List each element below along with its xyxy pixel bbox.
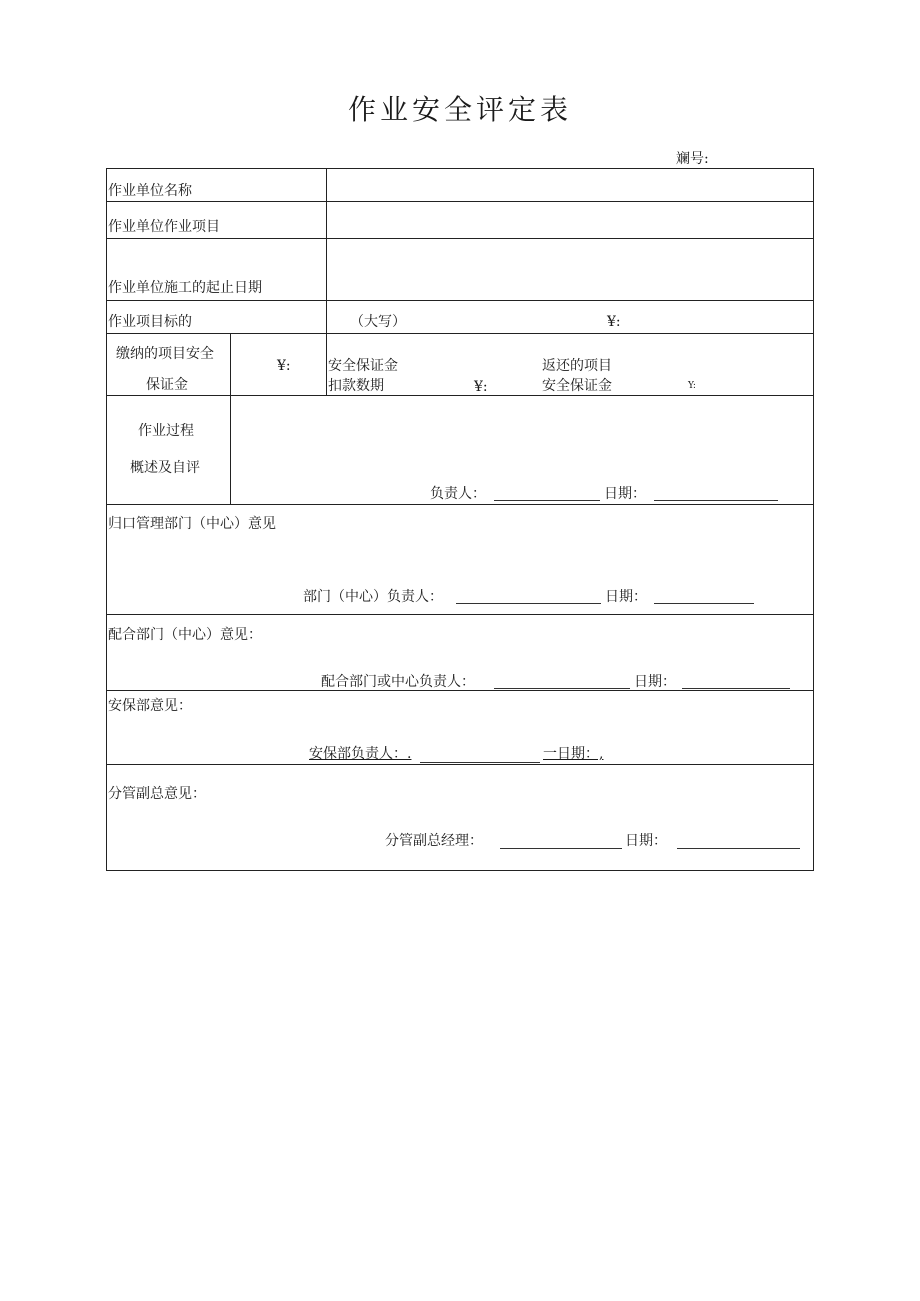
security-person-line[interactable] xyxy=(420,762,540,763)
dept-date-label: 日期： xyxy=(605,589,647,605)
coop-date-label: 日期： xyxy=(634,674,676,690)
row-divider xyxy=(106,764,814,765)
dept-date-line[interactable] xyxy=(654,603,754,604)
process-label-line1: 作业过程 xyxy=(138,423,194,439)
deduct-yen-label: ¥: xyxy=(474,379,488,395)
vp-date-label: 日期： xyxy=(625,833,667,849)
vp-date-line[interactable] xyxy=(677,848,800,849)
process-date-label: 日期： xyxy=(604,486,646,502)
bid-capital-label: （大写） xyxy=(350,314,406,330)
work-project-label: 作业单位作业项目 xyxy=(108,219,220,235)
security-person-label: 安保部负责人：. xyxy=(309,746,412,762)
coop-date-line[interactable] xyxy=(682,688,790,689)
process-person-line[interactable] xyxy=(494,500,600,501)
vp-opinion-label: 分管副总意见： xyxy=(108,786,206,802)
dept-opinion-field[interactable] xyxy=(107,535,812,585)
deposit-label-line2: 保证金 xyxy=(146,377,188,393)
deduct-label-line1: 安全保证金 xyxy=(328,358,398,374)
process-date-line[interactable] xyxy=(654,500,778,501)
serial-number-label: 斓号: xyxy=(676,151,709,167)
return-label-line2: 安全保证金 xyxy=(542,378,612,394)
security-opinion-field[interactable] xyxy=(107,717,812,743)
unit-name-field[interactable] xyxy=(327,169,812,201)
coop-person-line[interactable] xyxy=(494,688,630,689)
coop-opinion-field[interactable] xyxy=(107,646,812,671)
form-title: 作业安全评定表 xyxy=(347,93,572,126)
return-label-line1: 返还的项目 xyxy=(542,358,612,374)
coop-person-label: 配合部门或中心负责人： xyxy=(321,674,475,690)
vp-person-line[interactable] xyxy=(500,848,622,849)
deposit-yen-label: ¥: xyxy=(277,358,291,374)
security-date-label: 一日期：, xyxy=(543,746,604,762)
deduct-label-line2: 扣款数期 xyxy=(328,378,384,394)
security-opinion-label: 安保部意见： xyxy=(108,698,192,714)
vp-person-label: 分管副总经理： xyxy=(385,833,483,849)
process-person-label: 负责人： xyxy=(430,486,486,502)
row-divider xyxy=(106,504,814,505)
work-project-field[interactable] xyxy=(327,202,812,238)
deposit-label-line1: 缴纳的项目安全 xyxy=(116,346,214,362)
row-divider xyxy=(106,614,814,615)
unit-name-label: 作业单位名称 xyxy=(108,183,192,199)
return-yen-label: Y: xyxy=(688,381,696,391)
project-bid-label: 作业项目标的 xyxy=(108,314,192,330)
construction-dates-label: 作业单位施工的起止日期 xyxy=(108,280,262,296)
dept-opinion-label: 归口管理部门（中心）意见 xyxy=(108,516,276,532)
row-divider xyxy=(106,300,814,301)
process-summary-field[interactable] xyxy=(231,396,812,478)
coop-opinion-label: 配合部门（中心）意见： xyxy=(108,627,262,643)
vp-opinion-field[interactable] xyxy=(107,805,812,829)
dept-person-line[interactable] xyxy=(456,603,601,604)
dept-person-label: 部门（中心）负责人： xyxy=(303,589,443,605)
construction-dates-field[interactable] xyxy=(327,239,812,300)
row-divider xyxy=(106,333,814,334)
bid-yen-label: ¥: xyxy=(607,314,621,330)
process-label-line2: 概述及自评 xyxy=(130,460,200,476)
